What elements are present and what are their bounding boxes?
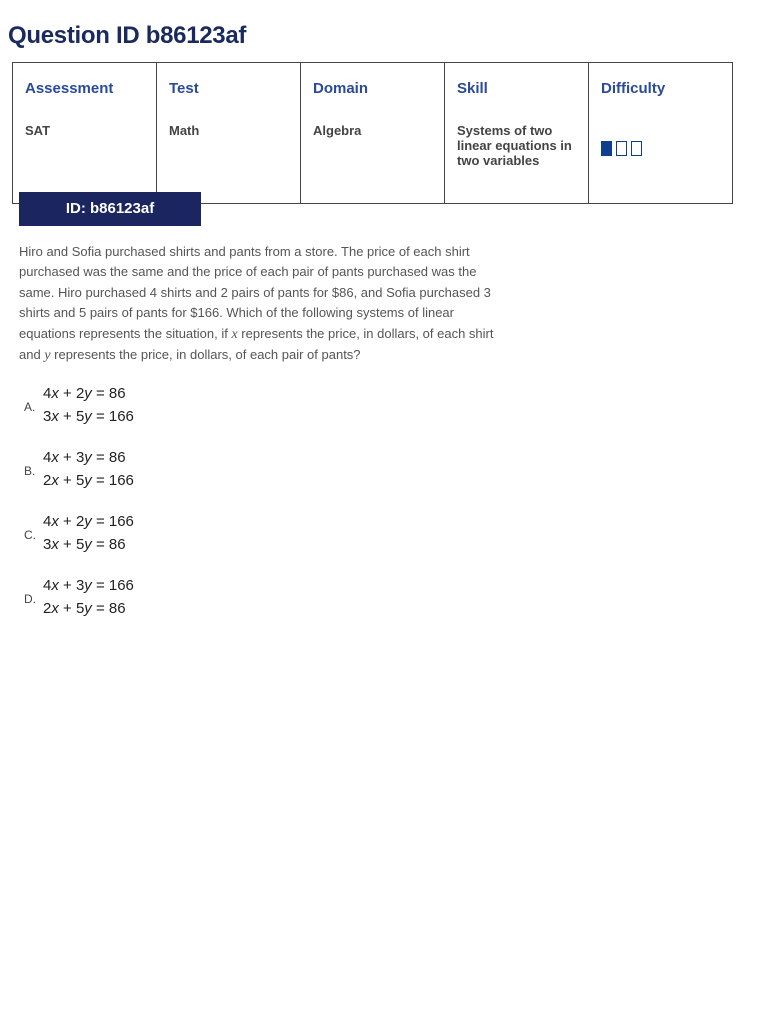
equation-term: 4 xyxy=(43,385,52,402)
choice-equation xyxy=(43,513,134,530)
value-test: Math xyxy=(157,113,301,204)
meta-value-row xyxy=(13,113,733,204)
header-test: Test xyxy=(157,63,301,114)
equation-term: + 5 xyxy=(58,408,85,425)
page-title: Question ID b86123af xyxy=(8,22,247,49)
id-banner: ID: b86123af xyxy=(19,192,201,226)
difficulty-bar-filled xyxy=(601,141,612,156)
equation-term: 2 xyxy=(43,472,52,489)
choice-equation xyxy=(43,536,126,553)
equation-variable: y xyxy=(84,577,92,594)
choice-equation xyxy=(43,385,126,402)
equation-term: + 5 xyxy=(58,472,85,489)
answer-choice[interactable] xyxy=(24,385,224,431)
question-text-part: represents the price, in dollars, of each shirt and xyxy=(19,325,494,363)
equation-variable: y xyxy=(84,600,92,617)
choice-equation xyxy=(43,472,134,489)
equation-term: = 86 xyxy=(91,600,126,617)
equation-term: + 5 xyxy=(58,600,85,617)
equation-variable: y xyxy=(84,449,92,466)
question-text xyxy=(19,242,509,366)
equation-variable: x xyxy=(51,577,59,594)
equation-term: 4 xyxy=(43,513,52,530)
choice-letter: B. xyxy=(24,464,36,478)
choice-equation xyxy=(43,449,126,466)
equation-term: + 2 xyxy=(58,385,85,402)
variable-x: x xyxy=(231,326,238,342)
equation-term: + 2 xyxy=(58,513,85,530)
equation-variable: x xyxy=(51,408,59,425)
equation-variable: x xyxy=(51,472,59,489)
equation-variable: x xyxy=(51,513,59,530)
equation-term: + 3 xyxy=(58,449,85,466)
value-domain: Algebra xyxy=(301,113,445,204)
variable-y: y xyxy=(44,348,51,364)
answer-choice[interactable] xyxy=(24,577,224,623)
choice-equation xyxy=(43,408,134,425)
answer-choice[interactable] xyxy=(24,449,224,495)
value-assessment: SAT xyxy=(13,113,157,204)
equation-term: 4 xyxy=(43,449,52,466)
equation-term: = 86 xyxy=(91,385,126,402)
equation-term: = 166 xyxy=(91,408,134,425)
choice-letter: D. xyxy=(24,592,36,606)
question-meta-table xyxy=(12,62,733,204)
question-text-part: Hiro and Sofia purchased shirts and pants from a store. The price of each shirt purchased was the same and the price of each pair of pants purchased was the same. Hiro purchased 4 shirts and 2 pairs of pants for $86, and Sofia purchased 3 shirts and 5 pairs of pants for $166. Which of the following systems of linear equations represents the situation, if xyxy=(19,244,491,341)
difficulty-bar-empty xyxy=(616,141,627,156)
answer-choice[interactable] xyxy=(24,513,224,559)
choice-letter: A. xyxy=(24,400,36,414)
equation-term: = 86 xyxy=(91,536,126,553)
equation-variable: y xyxy=(84,408,92,425)
value-skill: Systems of two linear equations in two variables xyxy=(445,113,589,204)
equation-term: + 3 xyxy=(58,577,85,594)
equation-variable: y xyxy=(84,536,92,553)
meta-header-row xyxy=(13,63,733,114)
equation-term: 3 xyxy=(43,408,52,425)
header-difficulty: Difficulty xyxy=(589,63,733,114)
value-difficulty xyxy=(589,113,733,204)
equation-variable: y xyxy=(84,385,92,402)
equation-term: = 166 xyxy=(91,513,134,530)
choice-letter: C. xyxy=(24,528,36,542)
header-assessment: Assessment xyxy=(13,63,157,114)
equation-variable: x xyxy=(51,536,59,553)
equation-term: 2 xyxy=(43,600,52,617)
equation-term: = 166 xyxy=(91,577,134,594)
equation-term: + 5 xyxy=(58,536,85,553)
equation-variable: x xyxy=(51,385,59,402)
question-text-part: represents the price, in dollars, of each pair of pants? xyxy=(50,347,361,363)
equation-term: 4 xyxy=(43,577,52,594)
equation-variable: x xyxy=(51,600,59,617)
choice-equation xyxy=(43,600,126,617)
header-skill: Skill xyxy=(445,63,589,114)
equation-term: = 166 xyxy=(91,472,134,489)
choice-equation xyxy=(43,577,134,594)
equation-variable: y xyxy=(84,513,92,530)
equation-term: 3 xyxy=(43,536,52,553)
equation-variable: y xyxy=(84,472,92,489)
equation-term: = 86 xyxy=(91,449,126,466)
difficulty-indicator xyxy=(601,140,646,155)
difficulty-bar-empty xyxy=(631,141,642,156)
header-domain: Domain xyxy=(301,63,445,114)
equation-variable: x xyxy=(51,449,59,466)
